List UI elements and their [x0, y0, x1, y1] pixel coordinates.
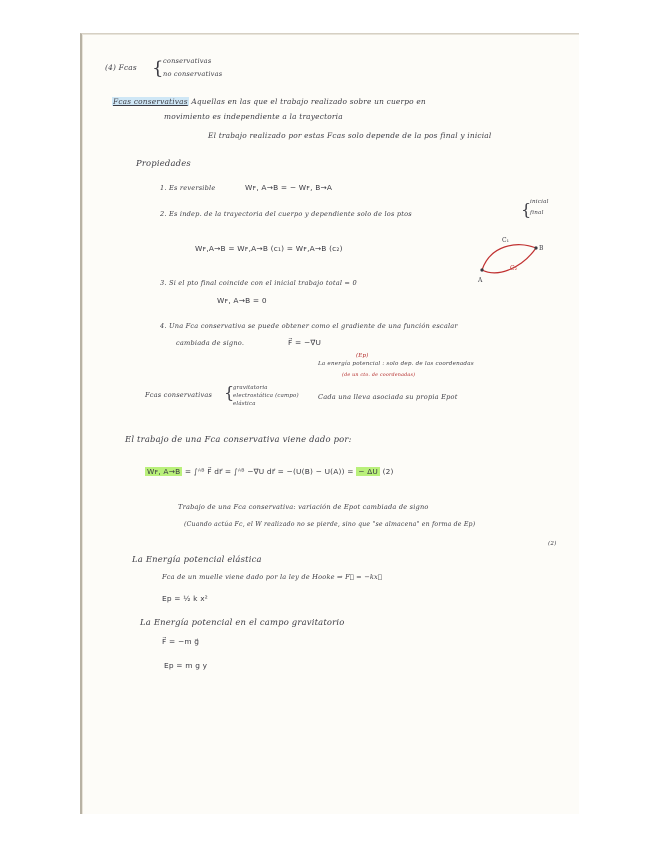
work-note-2-number: (2)	[548, 541, 557, 547]
property-4-line-2: cambiada de signo.	[176, 339, 245, 347]
path-c2	[482, 248, 536, 273]
grav-title: La Energía potencial en el campo gravitatorio	[140, 617, 345, 627]
property-3-equation: Wꜰ, A→B = 0	[217, 296, 267, 305]
path-diagram	[476, 232, 548, 286]
property-4-equation: F⃗ = −∇⃗U	[288, 338, 322, 347]
work-rhs: = ∫ᴬᴮ F⃗ dr⃗ = ∫ᴬᴮ −∇⃗U dr⃗ = −(U(B) − U(A)) =	[184, 467, 354, 476]
work-delta-u: − ΔU	[358, 467, 378, 476]
fcas-item-gravitatoria: gravitatoria	[233, 385, 268, 391]
label-c1: C₁	[502, 237, 509, 244]
property-4-line-1-text: 4. Una Fca conservativa se puede obtener como el gradiente de una función escalar	[160, 322, 458, 330]
definition-label: Fcas conservativas	[113, 97, 188, 106]
grav-equation-2: Ep = m g y	[164, 661, 208, 670]
work-lhs: Wꜰ, A→B	[147, 467, 181, 476]
label-a: A	[478, 277, 483, 284]
definition-line-2: movimiento es independiente a la trayectoria	[164, 112, 343, 121]
properties-title: Propiedades	[136, 158, 191, 168]
grav-equation-1: F⃗ = −m g⃗	[162, 637, 200, 646]
work-note-1: Trabajo de una Fca conservativa: variación de Epot cambiada de signo	[178, 503, 429, 511]
definition-line-1: Aquellas en las que el trabajo realizado sobre un cuerpo en	[191, 97, 426, 106]
property-4-note-2: (de un cto. de coordenadas)	[342, 373, 416, 378]
property-2-text: 2. Es indep. de la trayectoria del cuerpo y dependiente solo de los ptos	[160, 210, 412, 218]
property-4-note: La energía potencial : solo dep. de las coordenadas	[318, 361, 474, 367]
elastic-equation: Ep = ½ k x²	[162, 594, 208, 603]
property-4-ep-tag: (Ep)	[356, 353, 369, 359]
property-1-text: 1. Es reversible	[160, 184, 216, 192]
heading-option-2: no conservativas	[163, 70, 223, 78]
property-2-brace-inicial: inicial	[530, 199, 549, 205]
definition-block	[112, 97, 426, 106]
notebook-sheet	[80, 33, 579, 814]
fcas-item-electrostatica: electrostática (campo)	[233, 393, 299, 399]
heading-brace: {	[152, 58, 164, 79]
fcas-brace: {	[224, 383, 235, 402]
definition-line-3: El trabajo realizado por estas Fcas solo depende de la pos final y inicial	[208, 131, 492, 140]
property-2-equation: Wꜰ,A→B = Wꜰ,A→B (c₁) = Wꜰ,A→B (c₂)	[195, 244, 343, 253]
label-c2: C₂	[510, 265, 517, 272]
fcas-label: Fcas conservativas	[145, 391, 213, 399]
property-1-equation: Wꜰ, A→B = − Wꜰ, B→A	[245, 183, 333, 192]
property-2-brace-final: final	[530, 210, 544, 216]
work-formula	[145, 467, 394, 476]
fcas-item-elastica: elástica	[233, 401, 256, 407]
point-a	[480, 268, 483, 271]
elastic-title: La Energía potencial elástica	[132, 554, 262, 564]
elastic-line: Fca de un muelle viene dado por la ley de Hooke ⇒ F⃗ = −kx⃗	[162, 573, 382, 581]
property-4-line-1	[160, 322, 458, 330]
fcas-tail: Cada una lleva asociada su propia Epot	[318, 393, 458, 401]
property-2-brace: {	[521, 200, 532, 219]
label-b: B	[539, 245, 544, 252]
heading-option-1: conservativas	[163, 57, 212, 65]
work-number: (2)	[382, 467, 394, 476]
notes-heading: (4) Fcas	[105, 63, 137, 72]
work-intro: El trabajo de una Fca conservativa viene dado por:	[125, 434, 352, 444]
point-b	[534, 246, 537, 249]
property-3-text: 3. Si el pto final coincide con el inicial trabajo total = 0	[160, 279, 357, 287]
work-note-2: (Cuando actúa Fc, el W realizado no se pierde, sino que "se almacena" en forma de Ep)	[184, 521, 476, 528]
